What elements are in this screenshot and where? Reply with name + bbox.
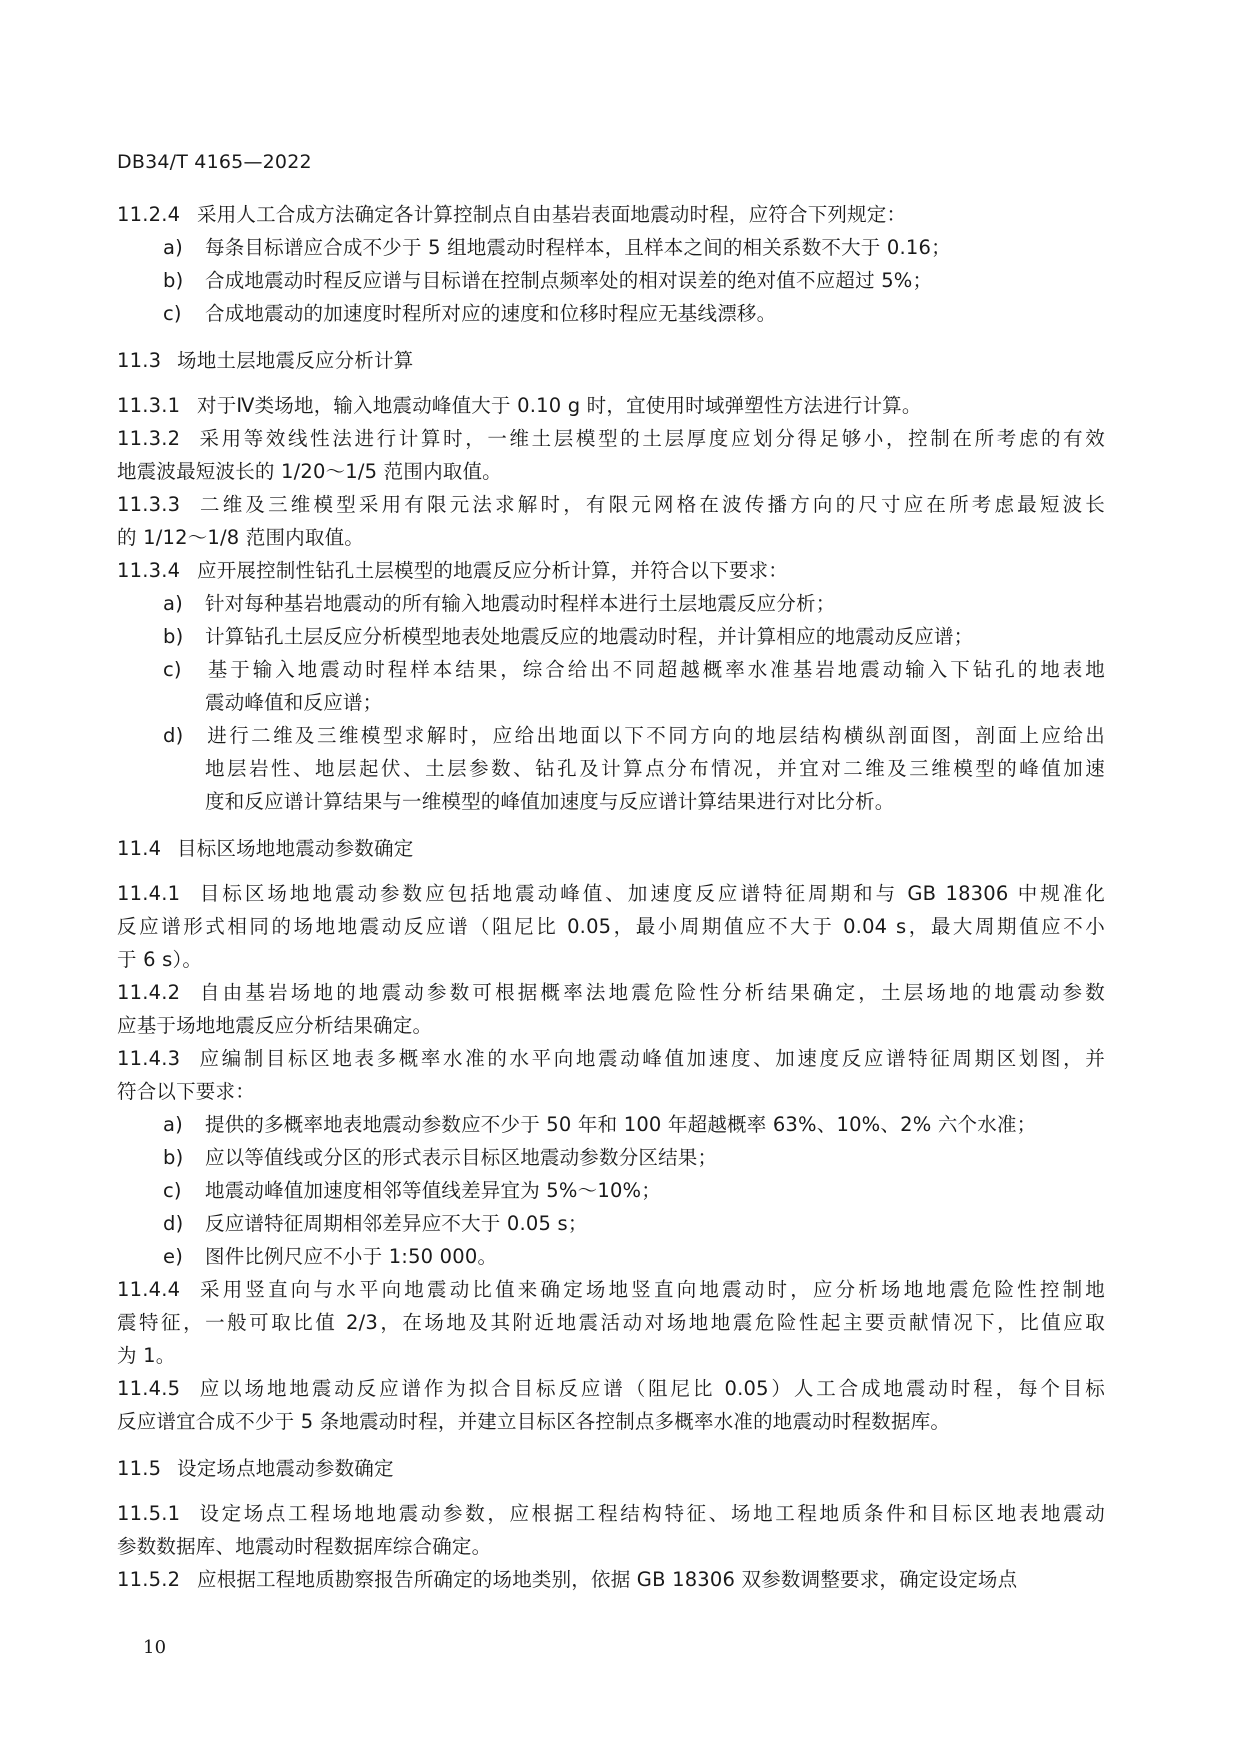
clause	[117, 1273, 1105, 1372]
list-item-line	[117, 1108, 1105, 1141]
clause-line	[117, 1339, 1105, 1372]
section-number: 11.5	[117, 1457, 162, 1480]
list-item-text: 地层岩性、地层起伏、土层参数、钻孔及计算点分布情况，并宜对二维及三维模型的峰值加速	[205, 757, 1105, 780]
clause-text: 目标区场地地震动参数应包括地震动峰值、加速度反应谱特征周期和与 GB 18306 中规准化	[197, 882, 1105, 905]
list-item-line	[117, 620, 1105, 653]
clause-number: 11.2.4	[117, 203, 181, 226]
list-item-label: b)	[163, 1146, 184, 1169]
page-number: 10	[143, 1637, 167, 1658]
clause-line	[117, 1273, 1105, 1306]
clause-text: 为 1。	[117, 1344, 176, 1367]
clause-line	[117, 1009, 1105, 1042]
clause-number: 11.3.1	[117, 394, 181, 417]
clause	[117, 1042, 1105, 1273]
clause-line	[117, 1075, 1105, 1108]
clause-number: 11.5.1	[117, 1502, 181, 1525]
clause	[117, 389, 1105, 422]
clause-text: 反应谱宜合成不少于 5 条地震动时程，并建立目标区各控制点多概率水准的地震动时程数据库。	[117, 1410, 951, 1433]
clause	[117, 488, 1105, 554]
clause	[117, 976, 1105, 1042]
list-item-label: b)	[163, 269, 184, 292]
clause	[117, 1563, 1105, 1596]
list-item-line	[117, 653, 1105, 686]
list-item-text: 进行二维及三维模型求解时，应给出地面以下不同方向的地层结构横纵剖面图，剖面上应给出	[205, 724, 1105, 747]
list-item-line	[117, 1141, 1105, 1174]
clause-number: 11.4.1	[117, 882, 181, 905]
list-item-label: e)	[163, 1245, 184, 1268]
clause-text: 震特征，一般可取比值 2/3，在场地及其附近地震活动对场地地震危险性起主要贡献情况下，比值应取	[117, 1311, 1105, 1334]
clause-text: 应以场地地震动反应谱作为拟合目标反应谱（阻尼比 0.05）人工合成地震动时程，每个目标	[197, 1377, 1105, 1400]
list-item-line	[117, 1174, 1105, 1207]
section-heading	[117, 832, 1105, 865]
clause-text: 对于Ⅳ类场地，输入地震动峰值大于 0.10 g 时，宜使用时域弹塑性方法进行计算。	[197, 394, 922, 417]
clause-text: 的 1/12～1/8 范围内取值。	[117, 526, 364, 549]
list-item-text: 度和反应谱计算结果与一维模型的峰值加速度与反应谱计算结果进行对比分析。	[205, 790, 895, 813]
list-item-label: d)	[163, 1212, 184, 1235]
list-item-line	[117, 1207, 1105, 1240]
section-title: 场地土层地震反应分析计算	[177, 349, 414, 372]
clause-number: 11.3.2	[117, 427, 181, 450]
list-item-label: a)	[163, 1113, 183, 1136]
clause	[117, 554, 1105, 818]
clause-line	[117, 521, 1105, 554]
list-item-text: 基于输入地震动时程样本结果，综合给出不同超越概率水准基岩地震动输入下钻孔的地表地	[205, 658, 1105, 681]
clause-text: 应编制目标区地表多概率水准的水平向地震动峰值加速度、加速度反应谱特征周期区划图，并	[197, 1047, 1105, 1070]
section-title: 目标区场地地震动参数确定	[177, 837, 414, 860]
clause-text: 应根据工程地质勘察报告所确定的场地类别，依据 GB 18306 双参数调整要求，确定设定场点	[197, 1568, 1018, 1591]
clause-line	[117, 389, 1105, 422]
clause	[117, 1372, 1105, 1438]
list-item-text: 震动峰值和反应谱；	[205, 691, 383, 714]
list-item-label: a)	[163, 592, 183, 615]
clause-number: 11.4.5	[117, 1377, 181, 1400]
clause-number: 11.3.4	[117, 559, 181, 582]
list-item-line	[117, 1240, 1105, 1273]
list-item-text: 反应谱特征周期相邻差异应不大于 0.05 s；	[205, 1212, 588, 1235]
list-item-text: 图件比例尺应不小于 1:50 000。	[205, 1245, 498, 1268]
clause-number: 11.5.2	[117, 1568, 181, 1591]
clause-text: 采用竖直向与水平向地震动比值来确定场地竖直向地震动时，应分析场地地震危险性控制地	[197, 1278, 1105, 1301]
clause-text: 应基于场地地震反应分析结果确定。	[117, 1014, 433, 1037]
clause-text: 地震波最短波长的 1/20～1/5 范围内取值。	[117, 460, 502, 483]
clause-text: 采用人工合成方法确定各计算控制点自由基岩表面地震动时程，应符合下列规定：	[197, 203, 907, 226]
list-item-text: 每条目标谱应合成不少于 5 组地震动时程样本，且样本之间的相关系数不大于 0.16；	[205, 236, 951, 259]
clause-number: 11.4.3	[117, 1047, 181, 1070]
list-item-text: 合成地震动的加速度时程所对应的速度和位移时程应无基线漂移。	[205, 302, 777, 325]
clause-text: 设定场点工程场地地震动参数，应根据工程结构特征、场地工程地质条件和目标区地表地震动	[197, 1502, 1105, 1525]
clause-line	[117, 1563, 1105, 1596]
clause-line	[117, 1306, 1105, 1339]
list-item-label: d)	[163, 724, 184, 747]
clause-number: 11.3.3	[117, 493, 181, 516]
list-item-line	[117, 785, 1105, 818]
list-item-line	[117, 719, 1105, 752]
section-heading	[117, 1452, 1105, 1485]
document-body	[117, 198, 1105, 1596]
list-item-line	[117, 264, 1105, 297]
section-number: 11.3	[117, 349, 162, 372]
list-item-label: c)	[163, 302, 182, 325]
clause-text: 于 6 s）。	[117, 948, 203, 971]
list-item-line	[117, 231, 1105, 264]
clause-line	[117, 1405, 1105, 1438]
list-item-label: c)	[163, 1179, 182, 1202]
clause-line	[117, 976, 1105, 1009]
document-header: DB34/T 4165—2022	[117, 151, 312, 173]
list-item-text: 合成地震动时程反应谱与目标谱在控制点频率处的相对误差的绝对值不应超过 5%；	[205, 269, 933, 292]
clause-line	[117, 554, 1105, 587]
clause-number: 11.4.4	[117, 1278, 181, 1301]
clause-line	[117, 455, 1105, 488]
list-item-line	[117, 686, 1105, 719]
clause-line	[117, 1372, 1105, 1405]
clause	[117, 1497, 1105, 1563]
clause-line	[117, 488, 1105, 521]
clause-line	[117, 910, 1105, 943]
clause-number: 11.4.2	[117, 981, 181, 1004]
list-item-text: 地震动峰值加速度相邻等值线差异宜为 5%～10%；	[205, 1179, 661, 1202]
list-item-text: 应以等值线或分区的形式表示目标区地震动参数分区结果；	[205, 1146, 718, 1169]
clause-line	[117, 1497, 1105, 1530]
list-item-label: c)	[163, 658, 182, 681]
clause-text: 应开展控制性钻孔土层模型的地震反应分析计算，并符合以下要求：	[197, 559, 789, 582]
list-item-line	[117, 297, 1105, 330]
list-item-text: 提供的多概率地表地震动参数应不少于 50 年和 100 年超越概率 63%、10%、2% 六个水准；	[205, 1113, 1037, 1136]
clause-line	[117, 422, 1105, 455]
clause-line	[117, 877, 1105, 910]
clause-text: 自由基岩场地的地震动参数可根据概率法地震危险性分析结果确定，土层场地的地震动参数	[197, 981, 1105, 1004]
list-item-line	[117, 587, 1105, 620]
section-number: 11.4	[117, 837, 162, 860]
clause-text: 采用等效线性法进行计算时，一维土层模型的土层厚度应划分得足够小，控制在所考虑的有效	[197, 427, 1105, 450]
clause-line	[117, 198, 1105, 231]
clause-text: 参数数据库、地震动时程数据库综合确定。	[117, 1535, 492, 1558]
section-heading	[117, 344, 1105, 377]
list-item-text: 计算钻孔土层反应分析模型地表处地震反应的地震动时程，并计算相应的地震动反应谱；	[205, 625, 974, 648]
list-item-label: b)	[163, 625, 184, 648]
clause	[117, 422, 1105, 488]
clause-text: 反应谱形式相同的场地地震动反应谱（阻尼比 0.05，最小周期值应不大于 0.04 s，最大周期值应不小	[117, 915, 1105, 938]
clause	[117, 198, 1105, 330]
clause	[117, 877, 1105, 976]
clause-text: 符合以下要求：	[117, 1080, 255, 1103]
list-item-text: 针对每种基岩地震动的所有输入地震动时程样本进行土层地震反应分析；	[205, 592, 836, 615]
clause-text: 二维及三维模型采用有限元法求解时，有限元网格在波传播方向的尺寸应在所考虑最短波长	[197, 493, 1105, 516]
clause-line	[117, 1530, 1105, 1563]
clause-line	[117, 1042, 1105, 1075]
list-item-line	[117, 752, 1105, 785]
section-title: 设定场点地震动参数确定	[177, 1457, 394, 1480]
list-item-label: a)	[163, 236, 183, 259]
clause-line	[117, 943, 1105, 976]
